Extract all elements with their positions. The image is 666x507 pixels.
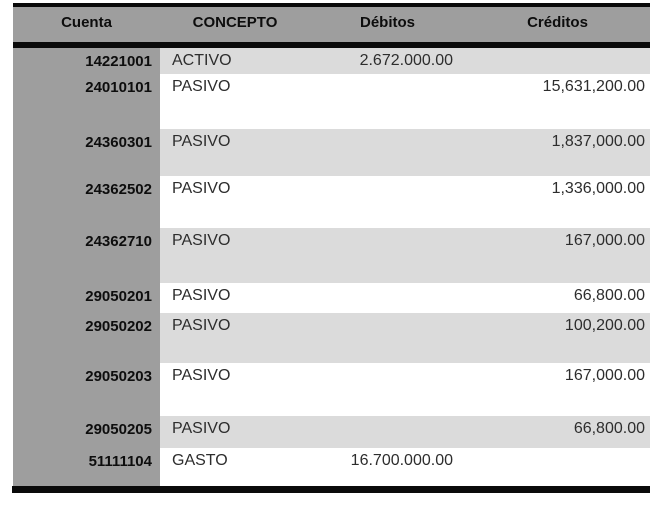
cuenta-cell: 14221001: [13, 48, 160, 74]
concepto-cell: PASIVO: [160, 228, 310, 283]
table-row: [13, 363, 650, 416]
creditos-cell: 1,336,000.00: [465, 176, 650, 228]
cuenta-cell: 29050202: [13, 313, 160, 363]
table-row: [13, 448, 650, 486]
table-row: [13, 129, 650, 176]
concepto-cell: PASIVO: [160, 129, 310, 176]
table-row: [13, 48, 650, 74]
creditos-cell: 66,800.00: [465, 283, 650, 313]
table-body: [13, 48, 650, 486]
cuenta-cell: 29050203: [13, 363, 160, 416]
debitos-cell: [310, 228, 465, 283]
table-row: [13, 416, 650, 448]
creditos-cell: 1,837,000.00: [465, 129, 650, 176]
concepto-cell: PASIVO: [160, 176, 310, 228]
concepto-cell: GASTO: [160, 448, 310, 486]
debitos-cell: [310, 283, 465, 313]
cuenta-cell: 29050201: [13, 283, 160, 313]
table-header-row: [13, 7, 650, 42]
creditos-cell: 167,000.00: [465, 228, 650, 283]
concepto-cell: PASIVO: [160, 283, 310, 313]
creditos-cell: [465, 48, 650, 74]
column-header-cuenta: Cuenta: [61, 13, 112, 31]
table-row: [13, 74, 650, 129]
debitos-cell: [310, 74, 465, 129]
accounts-table: [13, 3, 650, 493]
debitos-cell: [310, 129, 465, 176]
concepto-cell: PASIVO: [160, 74, 310, 129]
table-row: [13, 228, 650, 283]
creditos-cell: [465, 448, 650, 486]
table-row: [13, 313, 650, 363]
cuenta-cell: 29050205: [13, 416, 160, 448]
cuenta-cell: 24010101: [13, 74, 160, 129]
debitos-cell: [310, 313, 465, 363]
cuenta-cell: 24362502: [13, 176, 160, 228]
debitos-cell: [310, 363, 465, 416]
debitos-cell: 2.672.000.00: [310, 48, 465, 74]
concepto-cell: ACTIVO: [160, 48, 310, 74]
creditos-cell: 66,800.00: [465, 416, 650, 448]
creditos-cell: 15,631,200.00: [465, 74, 650, 129]
cuenta-cell: 24360301: [13, 129, 160, 176]
column-header-concepto: CONCEPTO: [192, 13, 278, 31]
column-header-creditos: Créditos: [527, 13, 588, 31]
concepto-cell: PASIVO: [160, 363, 310, 416]
debitos-cell: [310, 176, 465, 228]
cuenta-cell: 24362710: [13, 228, 160, 283]
table-row: [13, 176, 650, 228]
creditos-cell: 100,200.00: [465, 313, 650, 363]
concepto-cell: PASIVO: [160, 313, 310, 363]
cuenta-cell: 51111104: [13, 448, 160, 486]
bottom-rule: [12, 486, 650, 493]
column-header-debitos: Débitos: [359, 13, 415, 31]
debitos-cell: 16.700.000.00: [310, 448, 465, 486]
debitos-cell: [310, 416, 465, 448]
concepto-cell: PASIVO: [160, 416, 310, 448]
creditos-cell: 167,000.00: [465, 363, 650, 416]
table-row: [13, 283, 650, 313]
